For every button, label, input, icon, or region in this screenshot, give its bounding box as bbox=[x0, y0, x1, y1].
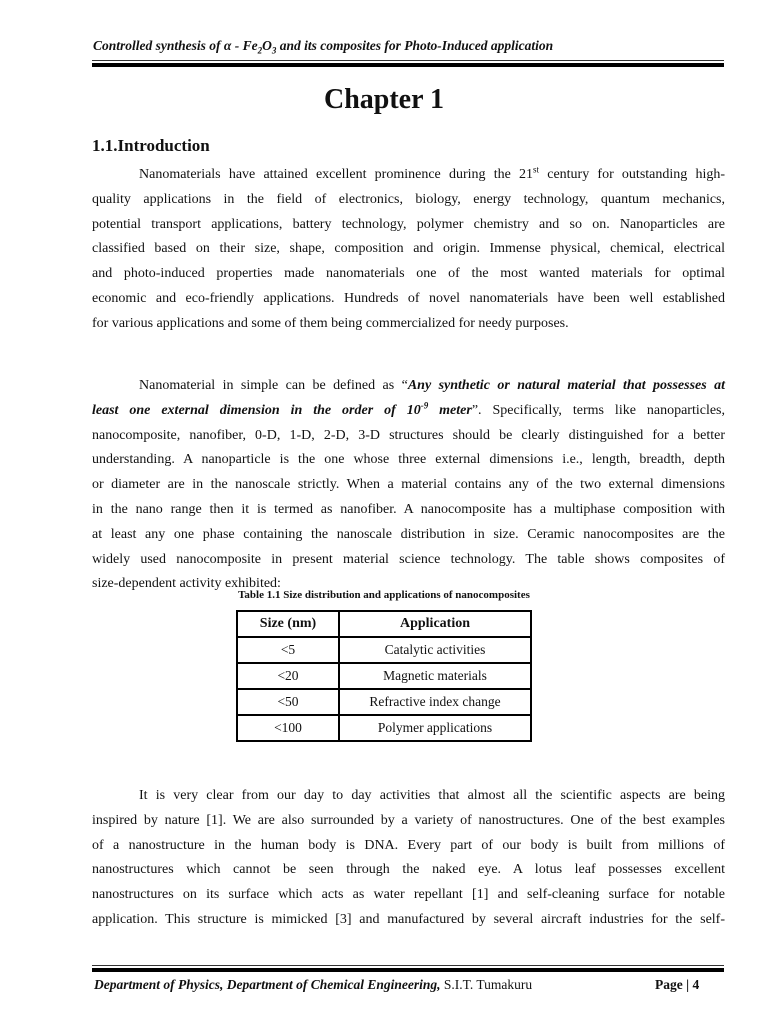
table-caption: Table 1.1 Size distribution and applications of nanocomposites bbox=[238, 589, 530, 601]
text-line bbox=[92, 834, 725, 859]
cell-size: <50 bbox=[237, 689, 339, 715]
text-run: widely used nanocomposite in present material science technology. The table shows composites of bbox=[92, 551, 725, 567]
chapter-title: Chapter 1 bbox=[323, 84, 445, 115]
text-line bbox=[92, 523, 725, 548]
cell-application: Magnetic materials bbox=[339, 663, 531, 689]
text-run: century for outstanding high- bbox=[539, 167, 726, 182]
footer-department: Department of Physics, Department of Chemical Engineering, S.I.T. Tumakuru bbox=[94, 977, 533, 992]
page-number: Page | 4 bbox=[655, 977, 700, 992]
cell-size: <5 bbox=[237, 637, 339, 663]
paragraph-2 bbox=[92, 374, 725, 597]
text-run: meter bbox=[428, 402, 472, 418]
text-line bbox=[92, 287, 725, 312]
text-run: -9 bbox=[420, 400, 429, 411]
text-run: or diameter are in the nanoscale strictly. When a material contains any of the two external dimensions bbox=[92, 477, 725, 493]
text-line bbox=[92, 858, 725, 883]
text-run: least one external dimension in the order of 10 bbox=[92, 402, 421, 418]
text-line bbox=[92, 548, 725, 573]
table-header-row bbox=[237, 611, 531, 637]
header-rule-thick bbox=[92, 63, 724, 67]
section-heading: 1.1.Introduction bbox=[92, 136, 210, 155]
text-run: economic and eco-friendly applications. Hundreds of novel nanomaterials have been well established bbox=[92, 290, 725, 306]
text-line bbox=[92, 883, 725, 908]
text-run: Nanomaterial in simple can be defined as “ bbox=[139, 378, 408, 393]
text-run: application. This structure is mimicked [3] and manufactured by several aircraft industries for the self- bbox=[92, 911, 725, 927]
text-line bbox=[92, 448, 725, 473]
paragraph-1 bbox=[92, 163, 725, 337]
text-run: potential transport applications, battery technology, polymer chemistry and so on. Nanoparticles are bbox=[92, 216, 725, 232]
table-row bbox=[237, 637, 531, 663]
text-run: nanostructures on its surface which acts as water repellant [1] and self-cleaning surface for notable bbox=[92, 887, 725, 903]
cell-application: Refractive index change bbox=[339, 689, 531, 715]
text-run: inspired by nature [1]. We are also surrounded by a variety of nanostructures. One of the best examples bbox=[92, 812, 725, 828]
text-run: Nanomaterials have attained excellent prominence during the 21 bbox=[139, 167, 534, 182]
text-line bbox=[92, 163, 725, 188]
text-run: for various applications and some of them being commercialized for needy purposes. bbox=[92, 315, 569, 331]
text-line bbox=[92, 312, 725, 337]
text-line bbox=[92, 784, 725, 809]
text-line bbox=[92, 908, 725, 933]
text-run: and photo-induced properties made nanomaterials one of the most wanted materials for optimal bbox=[92, 266, 725, 282]
text-line bbox=[92, 399, 725, 424]
text-run: in the nano range then it is termed as nanofiber. A nanocomposite has a multiphase composition with bbox=[92, 501, 725, 517]
paragraph-3 bbox=[92, 784, 725, 933]
cell-application: Polymer applications bbox=[339, 715, 531, 741]
text-line bbox=[92, 262, 725, 287]
cell-application: Catalytic activities bbox=[339, 637, 531, 663]
text-run: It is very clear from our day to day activities that almost all the scientific aspects are being bbox=[139, 788, 725, 803]
table-row bbox=[237, 663, 531, 689]
column-header: Application bbox=[339, 611, 531, 637]
text-run: ”. Specifically, terms like nanoparticles, bbox=[471, 402, 725, 418]
text-run: understanding. A nanoparticle is the one whose three external dimensions i.e., length, breadth, depth bbox=[92, 452, 725, 468]
column-header: Size (nm) bbox=[237, 611, 339, 637]
cell-size: <100 bbox=[237, 715, 339, 741]
cell-size: <20 bbox=[237, 663, 339, 689]
header-rule bbox=[92, 60, 724, 61]
running-header: Controlled synthesis of α - $Fe_2O_3$ and its composites for Photo-Induced application bbox=[93, 38, 554, 56]
table-row bbox=[237, 715, 531, 741]
size-application-table bbox=[236, 610, 532, 742]
text-line bbox=[92, 498, 725, 523]
text-run: nanocomposite, nanofiber, 0-D, 1-D, 2-D, 3-D structures should be clearly distinguished for a better bbox=[92, 427, 725, 443]
text-line bbox=[92, 374, 725, 399]
text-run: st bbox=[533, 164, 540, 175]
text-run: nanostructures which cannot be seen through the naked eye. A lotus leaf possesses excellent bbox=[92, 862, 725, 878]
text-run: classified based on their size, shape, composition and origin. Immense physical, chemical, electrical bbox=[92, 241, 725, 257]
text-run: of a nanostructure in the human body is DNA. Every part of our body is built from millions of bbox=[92, 837, 725, 853]
text-line bbox=[92, 213, 725, 238]
text-run: at least any one phase containing the nanoscale distribution in size. Ceramic nanocomposites are the bbox=[92, 526, 725, 542]
footer-rule bbox=[92, 965, 724, 966]
text-run: size-dependent activity exhibited: bbox=[92, 576, 281, 592]
text-line bbox=[92, 809, 725, 834]
text-line bbox=[92, 473, 725, 498]
table-row bbox=[237, 689, 531, 715]
text-line bbox=[92, 424, 725, 449]
footer-rule-thick bbox=[92, 968, 724, 972]
text-run: quality applications in the field of electronics, biology, energy technology, quantum mechanics, bbox=[92, 191, 725, 207]
text-line bbox=[92, 237, 725, 262]
text-run: Any synthetic or natural material that possesses at bbox=[407, 378, 726, 393]
text-line bbox=[92, 188, 725, 213]
